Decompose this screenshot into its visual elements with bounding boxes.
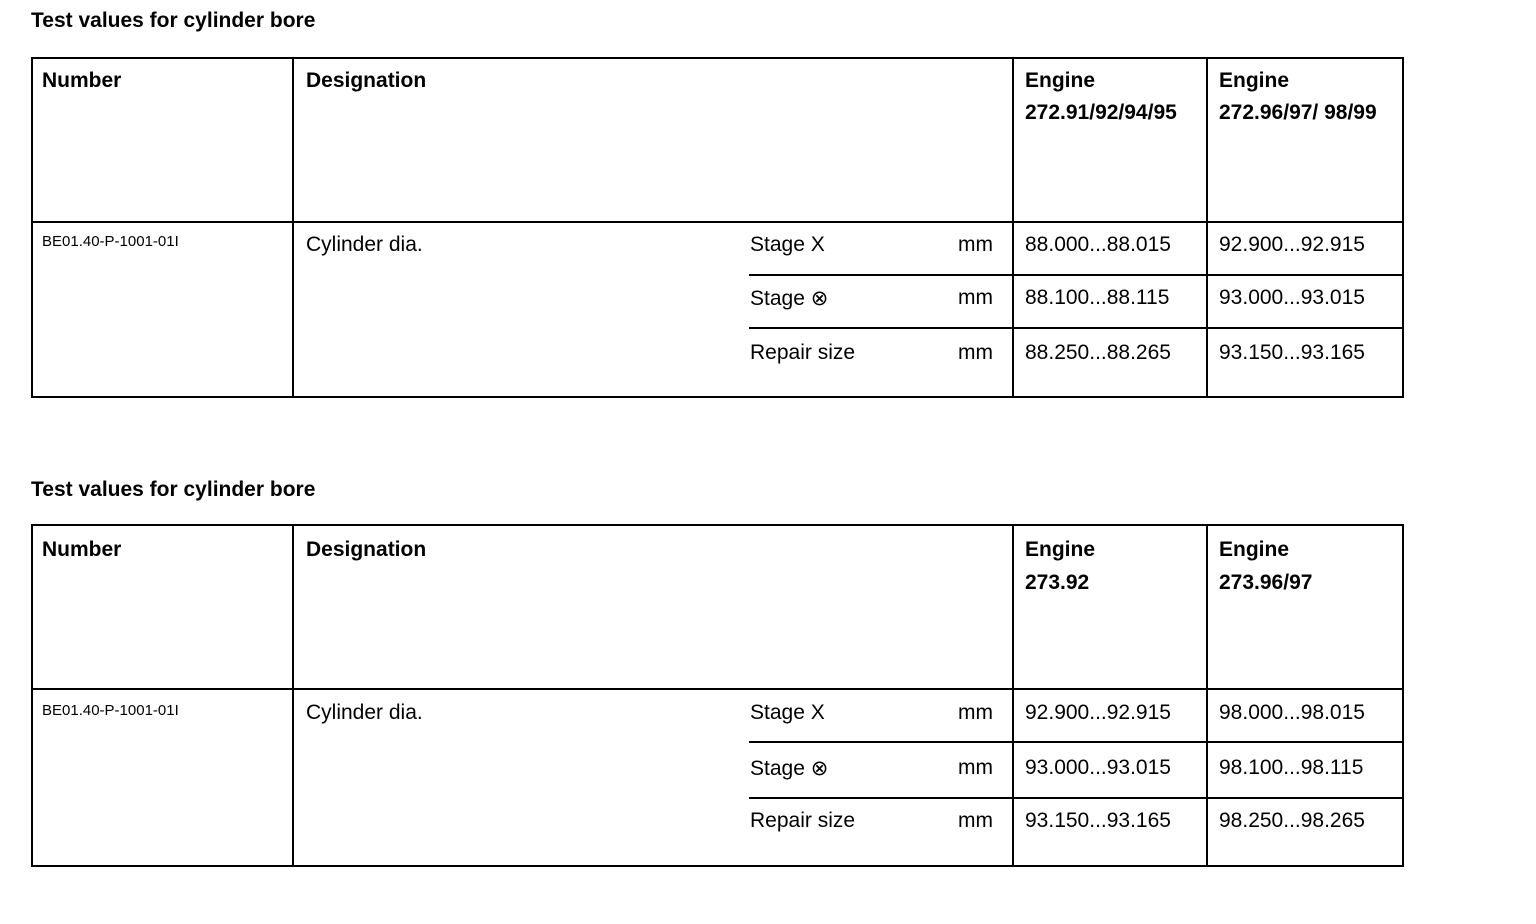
column-divider bbox=[1012, 59, 1014, 396]
header-number: Number bbox=[42, 538, 122, 561]
header-divider bbox=[33, 221, 1402, 223]
engine-a-value: 93.150...93.165 bbox=[1025, 809, 1171, 832]
header-engine-b-label: Engine bbox=[1219, 538, 1290, 561]
stage-label: Stage X bbox=[750, 233, 825, 256]
header-engine-a-codes: 272.91/92/94/95 bbox=[1025, 101, 1177, 124]
engine-a-value: 88.250...88.265 bbox=[1025, 341, 1171, 364]
engine-a-value: 92.900...92.915 bbox=[1025, 701, 1171, 724]
header-designation: Designation bbox=[306, 538, 427, 561]
header-engine-b-label: Engine bbox=[1219, 69, 1290, 92]
header-engine-a-label: Engine bbox=[1025, 538, 1096, 561]
stage-unit: mm bbox=[958, 809, 993, 832]
row-divider bbox=[749, 797, 1402, 799]
header-designation: Designation bbox=[306, 69, 427, 92]
row-divider bbox=[749, 741, 1402, 743]
row-divider bbox=[749, 274, 1402, 276]
column-divider bbox=[1206, 59, 1208, 396]
stage-label: Stage X bbox=[750, 701, 825, 724]
header-divider bbox=[33, 688, 1402, 690]
engine-b-value: 93.150...93.165 bbox=[1219, 341, 1365, 364]
row-number: BE01.40-P-1001-01I bbox=[42, 702, 179, 719]
stage-label: Stage ⊗ bbox=[750, 757, 829, 780]
engine-b-value: 98.100...98.115 bbox=[1219, 756, 1364, 779]
section-title: Test values for cylinder bore bbox=[31, 478, 316, 501]
row-designation: Cylinder dia. bbox=[306, 233, 423, 256]
engine-b-value: 93.000...93.015 bbox=[1219, 286, 1365, 309]
test-values-table bbox=[31, 57, 1404, 398]
section-title: Test values for cylinder bore bbox=[31, 9, 316, 32]
header-engine-b-codes: 272.96/97/ 98/99 bbox=[1219, 101, 1377, 124]
stage-unit: mm bbox=[958, 341, 993, 364]
stage-unit: mm bbox=[958, 286, 993, 309]
engine-b-value: 98.250...98.265 bbox=[1219, 809, 1365, 832]
row-divider bbox=[749, 327, 1402, 329]
stage-label: Repair size bbox=[750, 809, 856, 832]
engine-a-value: 93.000...93.015 bbox=[1025, 756, 1171, 779]
stage-label: Stage ⊗ bbox=[750, 287, 829, 310]
column-divider bbox=[1206, 526, 1208, 865]
header-engine-a-label: Engine bbox=[1025, 69, 1096, 92]
engine-b-value: 92.900...92.915 bbox=[1219, 233, 1365, 256]
stage-label: Repair size bbox=[750, 341, 856, 364]
stage-unit: mm bbox=[958, 233, 993, 256]
header-engine-b-codes: 273.96/97 bbox=[1219, 571, 1313, 594]
stage-unit: mm bbox=[958, 756, 993, 779]
engine-a-value: 88.000...88.015 bbox=[1025, 233, 1171, 256]
column-divider bbox=[292, 526, 294, 865]
column-divider bbox=[292, 59, 294, 396]
engine-b-value: 98.000...98.015 bbox=[1219, 701, 1365, 724]
column-divider bbox=[1012, 526, 1014, 865]
header-engine-a-codes: 273.92 bbox=[1025, 571, 1090, 594]
header-number: Number bbox=[42, 69, 122, 92]
stage-unit: mm bbox=[958, 701, 993, 724]
test-values-table bbox=[31, 524, 1404, 867]
row-designation: Cylinder dia. bbox=[306, 701, 423, 724]
row-number: BE01.40-P-1001-01I bbox=[42, 233, 179, 250]
engine-a-value: 88.100...88.115 bbox=[1025, 286, 1170, 309]
